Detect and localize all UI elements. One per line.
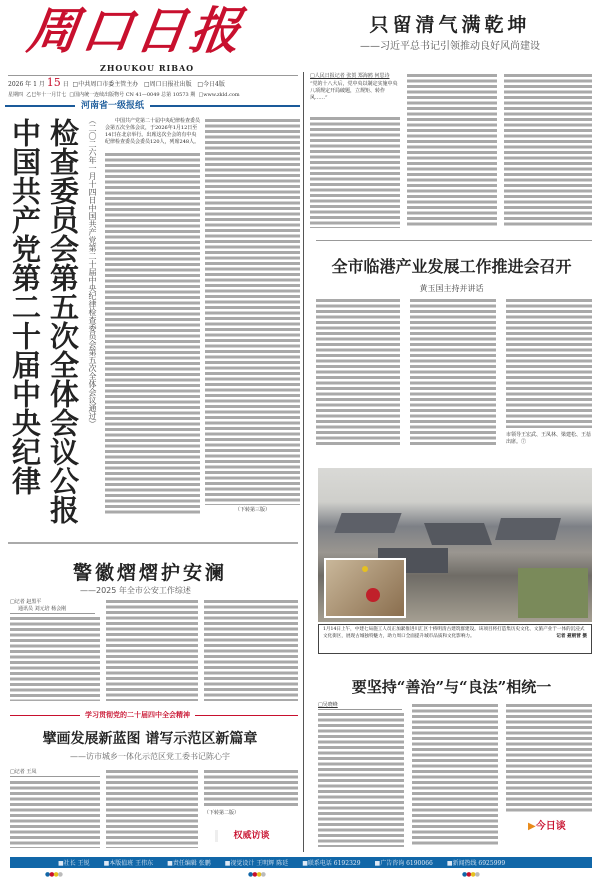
- news-photo: [318, 468, 592, 622]
- commentary-body: [318, 712, 404, 847]
- port-body: [410, 298, 496, 445]
- main-lead: 中国共产党第二十届中央纪律检查委员会第五次全体会议，于2026年1月12日至14日在北京举行。出席这次全会的有中央纪律检查委员会委员120人，列席248人。: [105, 118, 201, 145]
- level-tag-label: 河南省一级报纸: [75, 98, 150, 111]
- police-body: [106, 599, 198, 701]
- article-body: [310, 116, 400, 228]
- top-right-subhead: ——习近平总书记引领推动良好风尚建设: [360, 41, 540, 52]
- commentary-body: [506, 703, 592, 813]
- page-count: □今日4版: [197, 81, 225, 88]
- footer-item: ■视觉设计 王明辉 陈廷: [224, 860, 289, 867]
- footer-item: ■责任编辑 张鹏: [167, 860, 211, 867]
- authority-interview-badge: 权威访谈: [215, 830, 285, 842]
- continued-note: （下转第三版）: [234, 507, 270, 513]
- footer-bar: [10, 857, 592, 868]
- date-day-unit: 日: [62, 81, 69, 88]
- divider: [316, 240, 592, 241]
- byline: □记者 赵黑平: [10, 599, 42, 605]
- interview-headline: 擘画发展新蓝图 谱写示范区新篇章: [42, 731, 258, 747]
- section-band: 学习贯彻党的二十届四中全会精神: [80, 710, 195, 720]
- date-day: 15: [46, 76, 61, 89]
- footer-item: ■广告咨询 6190066: [374, 860, 433, 867]
- footer-item: ■新闻热线 6925999: [446, 860, 506, 867]
- police-body: [10, 616, 100, 701]
- interview-body: [10, 780, 100, 848]
- registration-marks: ●●●●: [248, 871, 265, 878]
- divider: [10, 613, 95, 614]
- interview-subhead: ——访市城乡一体化示范区党工委书记陈心宇: [70, 752, 230, 761]
- article-lead: “党的十八大后，党中央以制定实施中央八项规定开局破题，立规矩、转作风……”: [310, 81, 398, 101]
- article-body: [407, 73, 497, 228]
- today-talk-badge: [528, 820, 566, 833]
- police-subhead: ——2025 年全市公安工作综述: [80, 586, 191, 595]
- continued-note: （下转第二版）: [204, 810, 240, 816]
- main-headline-col2: 检查委员会第五次全体会议公报: [46, 118, 80, 524]
- photo-credit: 记者 聂朝营 摄: [556, 633, 587, 639]
- registration-marks: ●●●●: [462, 871, 479, 878]
- publisher: □周口日报社出版: [143, 81, 192, 88]
- police-body: [204, 599, 298, 701]
- divider: [318, 709, 402, 710]
- main-body: [105, 152, 200, 515]
- divider: [10, 776, 100, 777]
- footer-item: ■社长 王锐: [58, 860, 90, 867]
- main-body: [205, 118, 300, 505]
- date-month: 1 月: [33, 81, 45, 88]
- footer-item: ■本版值班 王伟东: [103, 860, 154, 867]
- byline: 通讯员 刘元培 杨会刚: [18, 606, 67, 612]
- interview-body: [204, 769, 298, 807]
- main-headline-col1: 中国共产党第二十届中央纪律: [8, 118, 42, 495]
- commentary-headline: 要坚持“善治”与“良法”相统一: [351, 678, 552, 696]
- police-headline: 警徽熠熠护安澜: [72, 562, 227, 584]
- lunar-date: 乙巳年十一月廿七: [26, 92, 67, 98]
- inset-photo: [324, 558, 406, 618]
- top-right-headline: 只留清气满乾坤: [369, 14, 531, 36]
- interview-body: [106, 769, 198, 848]
- footer-item: ■联系电话 6192329: [302, 860, 361, 867]
- today-talk-label: 今日谈: [535, 821, 566, 832]
- byline: □记者 王凤: [10, 769, 37, 775]
- attendees: 市领导王宏武、王凤林、梁建松、王蓓出席。⑦: [506, 432, 592, 445]
- photo-caption: [318, 624, 592, 654]
- caption-text: 1月14日上午，中建七局施工人员正加紧推进川汇区十桥明清古建筑群建设。该项目将打造集历史文化、文旅产业于一体的沉浸式文化街区，展现古城独特魅力，助力周口全面提升城市品质和文化影响力。: [323, 627, 585, 639]
- port-body: [316, 298, 400, 445]
- sponsor: □中共周口市委主管主办: [72, 81, 139, 88]
- commentary-body: [412, 703, 498, 847]
- issn: □国内统一连续出版物号 CN 41—0049 总第 10573 期: [69, 92, 196, 98]
- arrow-icon: ▶: [528, 821, 536, 832]
- divider: [8, 542, 298, 544]
- main-subtitle: （二〇二六年一月十四日中国共产党第二十届中央纪律检查委员会第五次全体会议通过）: [88, 116, 97, 428]
- port-body: [506, 298, 592, 428]
- article-body: [504, 73, 592, 228]
- website-link[interactable]: □www.zkld.com: [198, 92, 240, 98]
- byline: □吴晓峰: [318, 702, 338, 708]
- newspaper-logo: 周口日报: [23, 1, 249, 60]
- byline: □人民日报记者 张贺 郑海鸥 何思诗: [310, 73, 390, 79]
- date-year: 2026 年: [8, 81, 32, 88]
- port-headline: 全市临港产业发展工作推进会召开: [331, 257, 572, 276]
- registration-marks: ●●●●: [45, 871, 62, 878]
- column-divider: [303, 72, 304, 852]
- port-subhead: 黄玉国主持并讲话: [419, 284, 484, 293]
- date-line: [8, 77, 225, 91]
- weekday: 星期四: [8, 92, 24, 98]
- newspaper-pinyin: ZHOUKOU RIBAO: [100, 63, 195, 73]
- level-tag: [5, 101, 300, 115]
